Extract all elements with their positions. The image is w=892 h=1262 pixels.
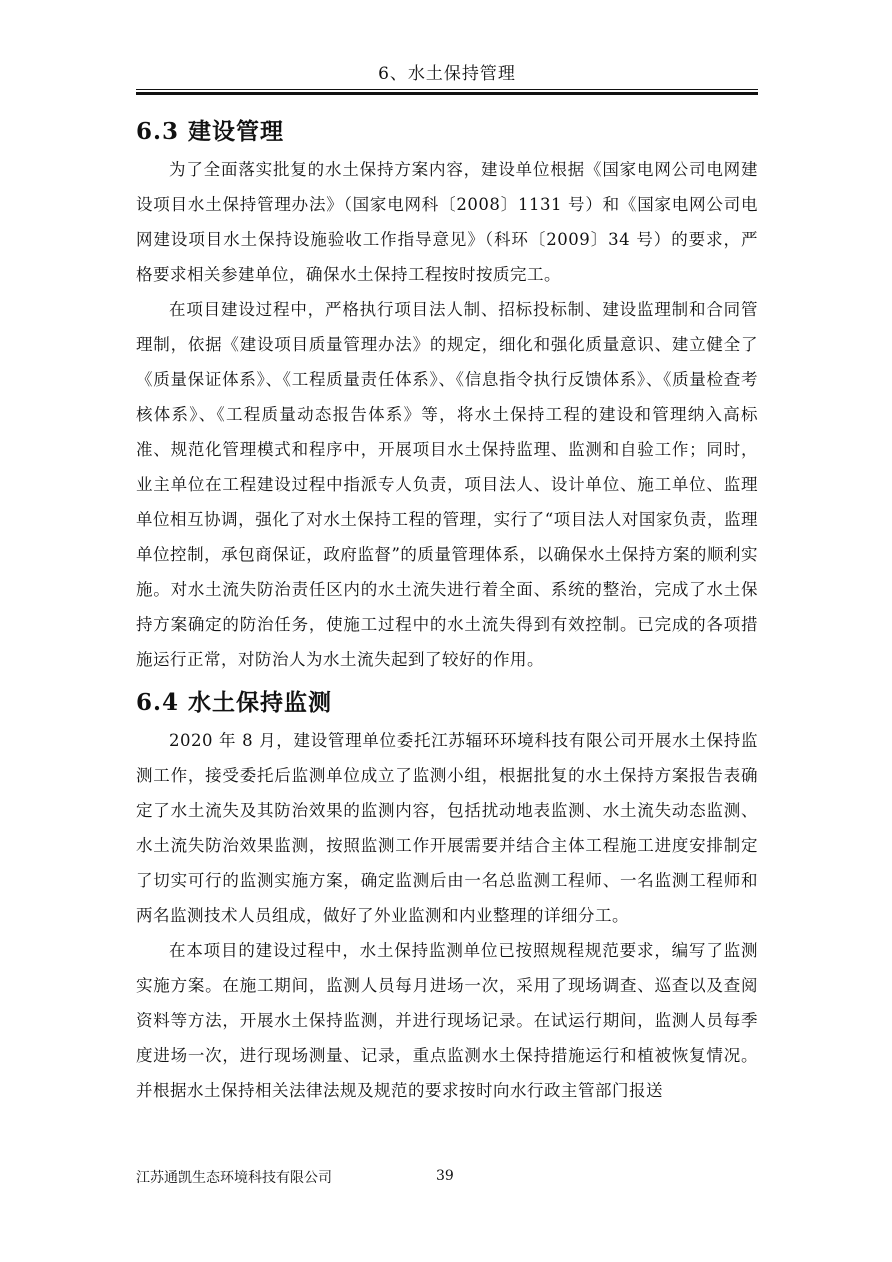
paragraph-6-4-2: 在本项目的建设过程中，水土保持监测单位已按照规程规范要求，编写了监测实施方案。在施工期间，监测人员每月进场一次，采用了现场调查、巡查以及查阅资料等方法，开展水土保持监测，并进行现场记录。在试运行期间，监测人员每季度进场一次，进行现场测量、记录，重点监测水土保持措施运行和植被恢复情况。并根据水土保持相关法律法规及规范的要求按时向水行政主管部门报送 bbox=[136, 941, 758, 1100]
section-heading-6-4: 6.4 水土保持监测 bbox=[136, 689, 333, 716]
paragraph-6-3-1: 为了全面落实批复的水土保持方案内容，建设单位根据《国家电网公司电网建设项目水土保持管理办法》（国家电网科〔2008〕1131 号）和《国家电网公司电网建设项目水土保持设施验收工作指导意见》（科环〔2009〕34 号）的要求，严格要求相关参建单位，确保水土保持工程按时按质完工。 bbox=[136, 160, 758, 284]
paragraph-6-4-1: 2020 年 8 月，建设管理单位委托江苏辐环环境科技有限公司开展水土保持监测工作，接受委托后监测单位成立了监测小组，根据批复的水土保持方案报告表确定了水土流失及其防治效果的监测内容，包括扰动地表监测、水土流失动态监测、水土流失防治效果监测，按照监测工作开展需要并结合主体工程施工进度安排制定了切实可行的监测实施方案，确定监测后由一名总监测工程师、一名监测工程师和两名监测技术人员组成，做好了外业监测和内业整理的详细分工。 bbox=[136, 731, 758, 925]
running-header: 6、水土保持管理 bbox=[378, 64, 516, 84]
page-body bbox=[136, 112, 758, 1108]
page-number: 39 bbox=[436, 1168, 454, 1184]
footer-company: 江苏通凯生态环境科技有限公司 bbox=[136, 1170, 332, 1186]
section-heading-6-3: 6.3 建设管理 bbox=[136, 118, 285, 145]
header-rule-thick bbox=[136, 92, 758, 95]
paragraph-6-3-2: 在项目建设过程中，严格执行项目法人制、招标投标制、建设监理制和合同管理制，依据《建设项目质量管理办法》的规定，细化和强化质量意识、建立健全了《质量保证体系》、《工程质量责任体系》、《信息指令执行反馈体系》、《质量检查考核体系》、《工程质量动态报告体系》等，将水土保持工程的建设和管理纳入高标准、规范化管理模式和程序中，开展项目水土保持监理、监测和自验工作；同时，业主单位在工程建设过程中指派专人负责，项目法人、设计单位、施工单位、监理单位相互协调，强化了对水土保持工程的管理，实行了“项目法人对国家负责，监理单位控制，承包商保证，政府监督”的质量管理体系，以确保水土保持方案的顺利实施。对水土流失防治责任区内的水土流失进行着全面、系统的整治，完成了水土保持方案确定的防治任务，使施工过程中的水土流失得到有效控制。已完成的各项措施运行正常，对防治人为水土流失起到了较好的作用。 bbox=[136, 300, 758, 669]
header-rule-thin bbox=[136, 89, 758, 90]
